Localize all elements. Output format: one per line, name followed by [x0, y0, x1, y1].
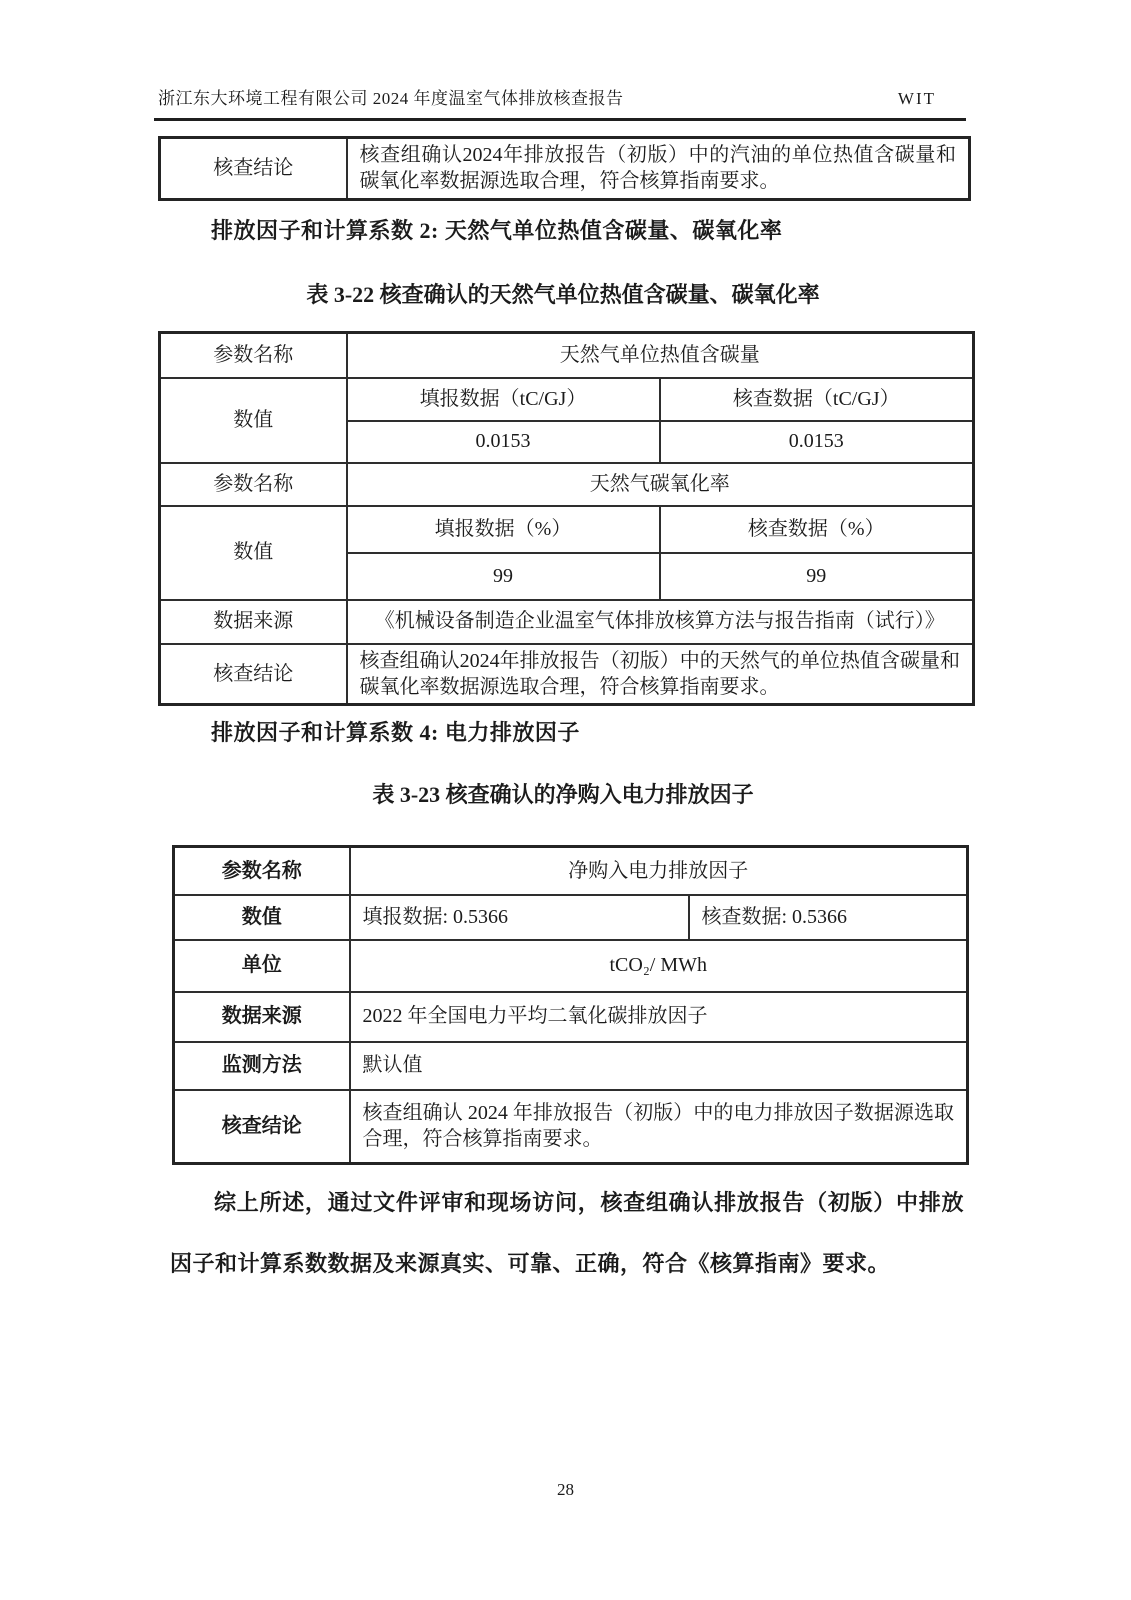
value2-verified-header-cell: 核查数据（%）	[660, 506, 974, 553]
value-reported-cell: 填报数据: 0.5366	[350, 895, 689, 940]
param2-label-cell: 参数名称	[160, 463, 347, 506]
method-label-cell: 监测方法	[174, 1042, 350, 1090]
table-row	[174, 992, 968, 1042]
unit-value-cell: tCO₂/ MWh	[350, 940, 968, 992]
header-divider-rule	[154, 118, 966, 121]
electricity-factor-table	[172, 845, 969, 1165]
table-row	[174, 847, 968, 895]
table-row	[160, 506, 974, 553]
value1-verified-header-cell: 核查数据（tC/GJ）	[660, 378, 974, 421]
wit-logo: WIT	[897, 89, 936, 108]
gas-factor-table	[158, 331, 975, 706]
value-label-cell: 数值	[174, 895, 350, 940]
table-row	[160, 463, 974, 506]
table-3-23	[172, 845, 969, 1165]
page-header	[158, 84, 964, 109]
value2-verified-cell: 99	[660, 553, 974, 600]
source-label-cell: 数据来源	[174, 992, 350, 1042]
conclusion-label-cell: 核查结论	[160, 138, 347, 200]
param-value-cell: 净购入电力排放因子	[350, 847, 968, 895]
table-row	[160, 600, 974, 644]
previous-table-fragment	[158, 136, 971, 201]
value2-reported-cell: 99	[347, 553, 660, 600]
conclusion-value-cell: 核查组确认2024年排放报告（初版）中的天然气的单位热值含碳量和碳氧化率数据源选取合理，符合核算指南要求。	[347, 644, 974, 705]
table-row	[160, 333, 974, 378]
conclusion-label-cell: 核查结论	[174, 1090, 350, 1164]
table-3-22-caption: 表 3-22 核查确认的天然气单位热值含碳量、碳氧化率	[306, 282, 820, 307]
table-row	[174, 1042, 968, 1090]
table-row	[160, 378, 974, 421]
table-row	[174, 1090, 968, 1164]
param2-value-cell: 天然气碳氧化率	[347, 463, 974, 506]
value1-verified-cell: 0.0153	[660, 421, 974, 463]
table-3-23-caption: 表 3-23 核查确认的净购入电力排放因子	[372, 782, 754, 807]
value1-label-cell: 数值	[160, 378, 347, 463]
unit-label-cell: 单位	[174, 940, 350, 992]
table-row	[160, 644, 974, 705]
value2-reported-header-cell: 填报数据（%）	[347, 506, 660, 553]
page-number: 28	[557, 1480, 574, 1499]
fragment-table	[158, 136, 971, 201]
source-value-cell: 2022 年全国电力平均二氧化碳排放因子	[350, 992, 968, 1042]
table-3-22	[158, 331, 975, 706]
section-heading-electricity: 排放因子和计算系数 4: 电力排放因子	[211, 720, 580, 745]
table-row	[160, 138, 970, 200]
report-header-title: 浙江东大环境工程有限公司 2024 年度温室气体排放核查报告	[158, 89, 624, 108]
conclusion-text-cell: 核查组确认2024年排放报告（初版）中的汽油的单位热值含碳量和碳氧化率数据源选取合理，符合核算指南要求。	[347, 138, 970, 200]
param1-label-cell: 参数名称	[160, 333, 347, 378]
table-row	[174, 940, 968, 992]
method-value-cell: 默认值	[350, 1042, 968, 1090]
table-row	[174, 895, 968, 940]
source-label-cell: 数据来源	[160, 600, 347, 644]
value2-label-cell: 数值	[160, 506, 347, 600]
conclusion-value-cell: 核查组确认 2024 年排放报告（初版）中的电力排放因子数据源选取合理，符合核算指南要求。	[350, 1090, 968, 1164]
value1-reported-cell: 0.0153	[347, 421, 660, 463]
param-label-cell: 参数名称	[174, 847, 350, 895]
param1-value-cell: 天然气单位热值含碳量	[347, 333, 974, 378]
conclusion-label-cell: 核查结论	[160, 644, 347, 705]
source-value-cell: 《机械设备制造企业温室气体排放核算方法与报告指南（试行）》	[347, 600, 974, 644]
section-heading-gas: 排放因子和计算系数 2: 天然气单位热值含碳量、碳氧化率	[211, 218, 783, 243]
summary-paragraph: 综上所述，通过文件评审和现场访问，核查组确认排放报告（初版）中排放因子和计算系数数据及来源真实、可靠、正确，符合《核算指南》要求。	[170, 1190, 964, 1276]
value-verified-cell: 核查数据: 0.5366	[689, 895, 968, 940]
value1-reported-header-cell: 填报数据（tC/GJ）	[347, 378, 660, 421]
